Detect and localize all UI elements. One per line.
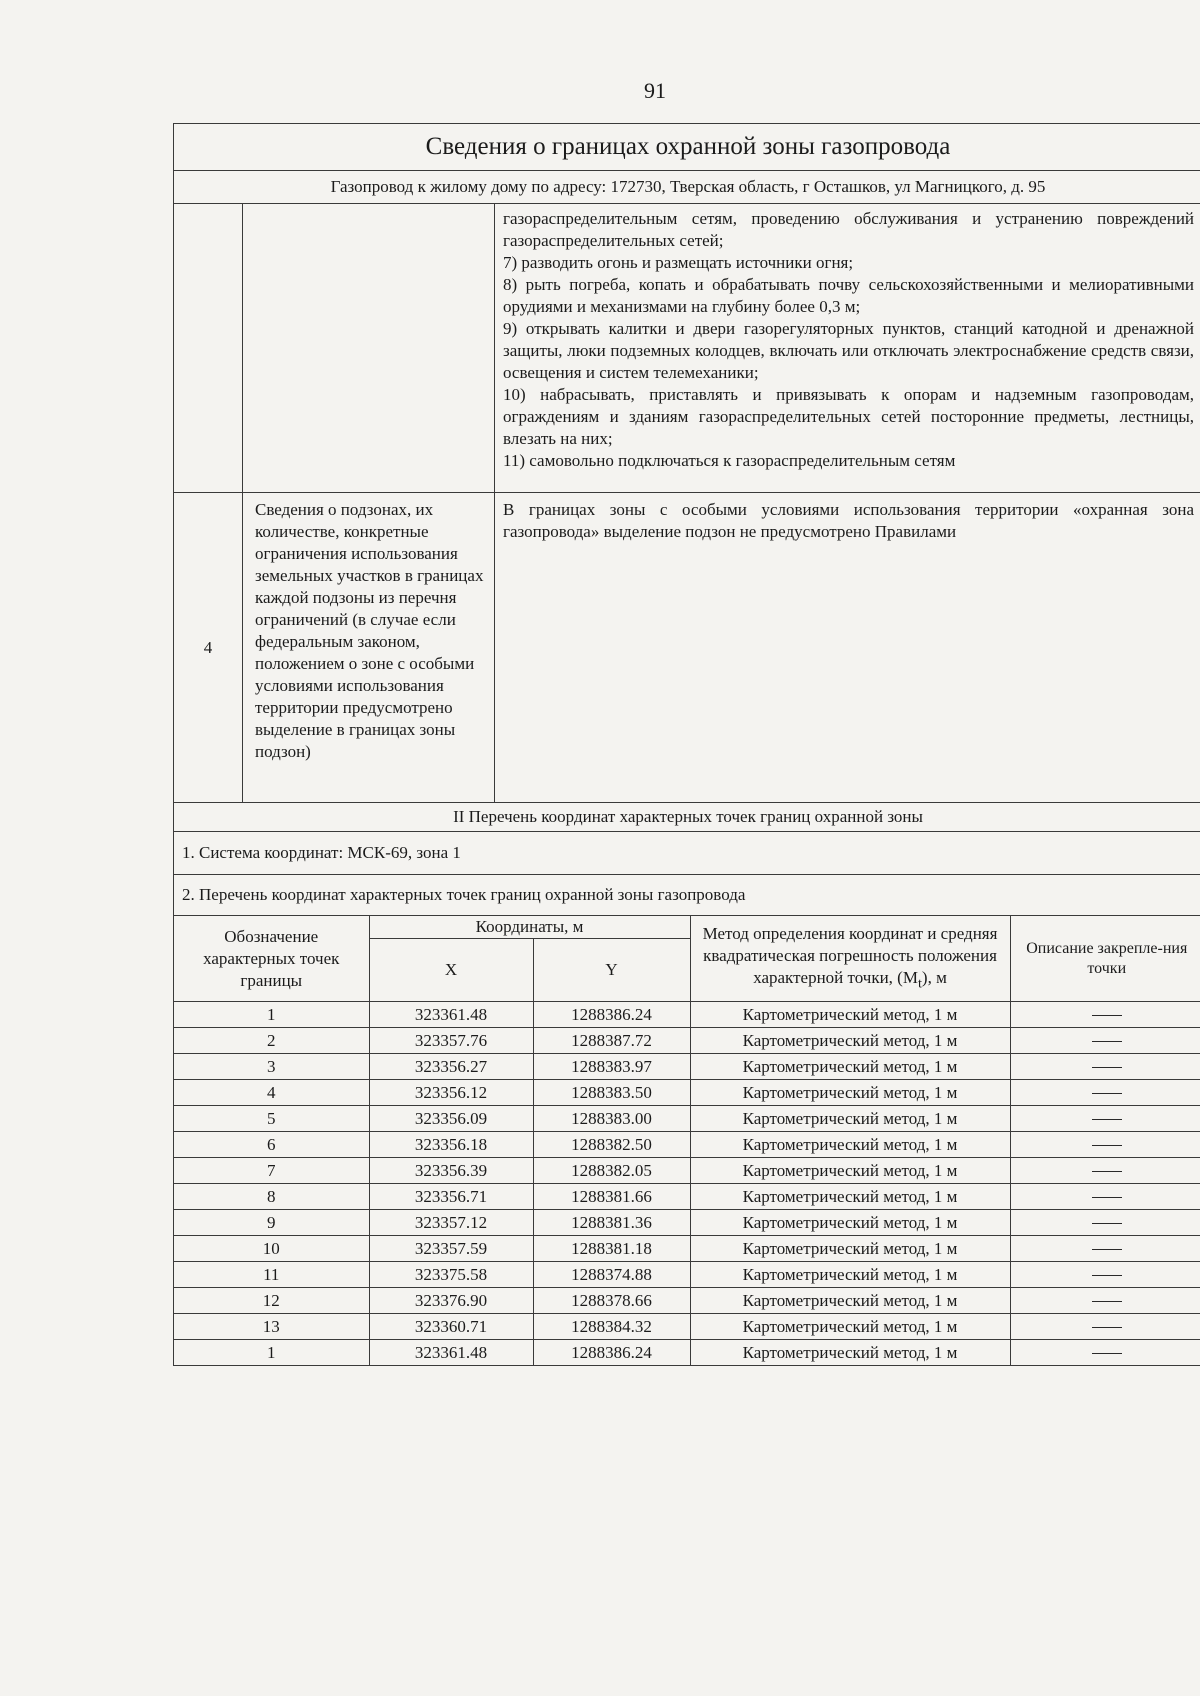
coordinate-list-heading: 2. Перечень координат характерных точек границ охранной зоны газопровода bbox=[174, 875, 1200, 916]
point-id-cell: 4 bbox=[174, 1080, 369, 1106]
table-row bbox=[174, 1002, 1200, 1028]
dash-icon bbox=[1092, 1041, 1122, 1042]
page-number: 91 bbox=[644, 78, 666, 103]
coordinate-rows bbox=[174, 1002, 1200, 1366]
x-coordinate-cell: 323356.18 bbox=[369, 1132, 533, 1158]
y-coordinate-cell: 1288383.97 bbox=[533, 1054, 690, 1080]
method-cell: Картометрический метод, 1 м bbox=[690, 1106, 1010, 1132]
description-cell bbox=[1010, 1262, 1200, 1288]
zone-info-table bbox=[173, 123, 1200, 1366]
description-cell bbox=[1010, 1002, 1200, 1028]
header-method-prefix: Метод определения координат и средняя квадратическая погрешность положения характерной точки, (M bbox=[702, 923, 998, 987]
header-point-designation: Обозначение характерных точек границы bbox=[174, 916, 369, 1002]
restriction-item: 9) открывать калитки и двери газорегуляторных пунктов, станций катодной и дренажной защиты, люки подземных колодцев, включать или отключать электроснабжение средств связи, освещения и систем телемеханики; bbox=[503, 319, 1195, 382]
section-2-heading: II Перечень координат характерных точек границ охранной зоны bbox=[174, 803, 1200, 832]
x-coordinate-cell: 323356.27 bbox=[369, 1054, 533, 1080]
description-cell bbox=[1010, 1080, 1200, 1106]
coordinates-table bbox=[174, 916, 1200, 1365]
method-cell: Картометрический метод, 1 м bbox=[690, 1028, 1010, 1054]
header-coordinates: Координаты, м bbox=[369, 916, 690, 939]
method-cell: Картометрический метод, 1 м bbox=[690, 1158, 1010, 1184]
x-coordinate-cell: 323375.58 bbox=[369, 1262, 533, 1288]
dash-icon bbox=[1092, 1145, 1122, 1146]
coordinate-system: 1. Система координат: МСК-69, зона 1 bbox=[174, 832, 1200, 875]
subzone-info-label: Сведения о подзонах, их количестве, конкретные ограничения использования земельных участков в границах каждой подзоны из перечня ограничений (в случае если федеральным законом, положением о зоне с особыми условиями использования территории предусмотрено выделение в границах зоны подзон) bbox=[243, 493, 495, 803]
row-number: 4 bbox=[174, 493, 243, 803]
point-id-cell: 11 bbox=[174, 1262, 369, 1288]
x-coordinate-cell: 323357.59 bbox=[369, 1236, 533, 1262]
y-coordinate-cell: 1288386.24 bbox=[533, 1340, 690, 1366]
table-row bbox=[174, 1132, 1200, 1158]
subzone-info-text bbox=[495, 493, 1200, 803]
table-row bbox=[174, 1288, 1200, 1314]
restriction-item: 10) набрасывать, приставлять и привязывать к опорам и надземным газопроводам, ограждениям и зданиям газораспределительных сетей посторонние предметы, лестницы, влезать на них; bbox=[503, 385, 1195, 448]
method-cell: Картометрический метод, 1 м bbox=[690, 1288, 1010, 1314]
dash-icon bbox=[1092, 1301, 1122, 1302]
x-coordinate-cell: 323376.90 bbox=[369, 1288, 533, 1314]
coordinate-table-container bbox=[174, 916, 1200, 1366]
table-row bbox=[174, 1080, 1200, 1106]
method-cell: Картометрический метод, 1 м bbox=[690, 1314, 1010, 1340]
dash-icon bbox=[1092, 1093, 1122, 1094]
method-cell: Картометрический метод, 1 м bbox=[690, 1184, 1010, 1210]
y-coordinate-cell: 1288386.24 bbox=[533, 1002, 690, 1028]
point-id-cell: 12 bbox=[174, 1288, 369, 1314]
description-cell bbox=[1010, 1236, 1200, 1262]
header-method-subscript: t bbox=[917, 975, 922, 992]
restriction-item: 11) самовольно подключаться к газораспределительным сетям bbox=[503, 451, 956, 470]
y-coordinate-cell: 1288374.88 bbox=[533, 1262, 690, 1288]
description-cell bbox=[1010, 1184, 1200, 1210]
description-cell bbox=[1010, 1106, 1200, 1132]
dash-icon bbox=[1092, 1015, 1122, 1016]
table-row bbox=[174, 1314, 1200, 1340]
point-id-cell: 10 bbox=[174, 1236, 369, 1262]
dash-icon bbox=[1092, 1249, 1122, 1250]
y-coordinate-cell: 1288381.66 bbox=[533, 1184, 690, 1210]
x-coordinate-cell: 323356.09 bbox=[369, 1106, 533, 1132]
description-cell bbox=[1010, 1054, 1200, 1080]
row-number-cell-empty bbox=[174, 204, 243, 493]
table-row bbox=[174, 1054, 1200, 1080]
table-row bbox=[174, 1262, 1200, 1288]
point-id-cell: 5 bbox=[174, 1106, 369, 1132]
header-y: Y bbox=[533, 939, 690, 1002]
row-label-cell-empty bbox=[243, 204, 495, 493]
table-row bbox=[174, 1236, 1200, 1262]
dash-icon bbox=[1092, 1327, 1122, 1328]
x-coordinate-cell: 323356.12 bbox=[369, 1080, 533, 1106]
point-id-cell: 7 bbox=[174, 1158, 369, 1184]
table-row bbox=[174, 1340, 1200, 1366]
x-coordinate-cell: 323356.39 bbox=[369, 1158, 533, 1184]
y-coordinate-cell: 1288387.72 bbox=[533, 1028, 690, 1054]
description-cell bbox=[1010, 1314, 1200, 1340]
point-id-cell: 1 bbox=[174, 1340, 369, 1366]
y-coordinate-cell: 1288384.32 bbox=[533, 1314, 690, 1340]
x-coordinate-cell: 323357.12 bbox=[369, 1210, 533, 1236]
table-row bbox=[174, 1158, 1200, 1184]
y-coordinate-cell: 1288383.00 bbox=[533, 1106, 690, 1132]
x-coordinate-cell: 323361.48 bbox=[369, 1002, 533, 1028]
dash-icon bbox=[1092, 1223, 1122, 1224]
method-cell: Картометрический метод, 1 м bbox=[690, 1080, 1010, 1106]
dash-icon bbox=[1092, 1119, 1122, 1120]
restriction-item: 8) рыть погреба, копать и обрабатывать почву сельскохозяйственными и мелиоративными орудиями и механизмами на глубину более 0,3 м; bbox=[503, 275, 1195, 316]
method-cell: Картометрический метод, 1 м bbox=[690, 1236, 1010, 1262]
x-coordinate-cell: 323356.71 bbox=[369, 1184, 533, 1210]
method-cell: Картометрический метод, 1 м bbox=[690, 1054, 1010, 1080]
y-coordinate-cell: 1288382.05 bbox=[533, 1158, 690, 1184]
point-id-cell: 3 bbox=[174, 1054, 369, 1080]
method-cell: Картометрический метод, 1 м bbox=[690, 1340, 1010, 1366]
point-id-cell: 6 bbox=[174, 1132, 369, 1158]
method-cell: Картометрический метод, 1 м bbox=[690, 1132, 1010, 1158]
x-coordinate-cell: 323357.76 bbox=[369, 1028, 533, 1054]
restriction-item: 7) разводить огонь и размещать источники огня; bbox=[503, 253, 854, 272]
y-coordinate-cell: 1288378.66 bbox=[533, 1288, 690, 1314]
table-row bbox=[174, 1106, 1200, 1132]
y-coordinate-cell: 1288381.36 bbox=[533, 1210, 690, 1236]
dash-icon bbox=[1092, 1353, 1122, 1354]
description-cell bbox=[1010, 1288, 1200, 1314]
document-title: Сведения о границах охранной зоны газопровода bbox=[174, 124, 1200, 171]
header-x: X bbox=[369, 939, 533, 1002]
description-cell bbox=[1010, 1340, 1200, 1366]
table-row bbox=[174, 1210, 1200, 1236]
point-id-cell: 9 bbox=[174, 1210, 369, 1236]
method-cell: Картометрический метод, 1 м bbox=[690, 1210, 1010, 1236]
y-coordinate-cell: 1288383.50 bbox=[533, 1080, 690, 1106]
point-id-cell: 8 bbox=[174, 1184, 369, 1210]
description-cell bbox=[1010, 1210, 1200, 1236]
point-id-cell: 2 bbox=[174, 1028, 369, 1054]
x-coordinate-cell: 323360.71 bbox=[369, 1314, 533, 1340]
dash-icon bbox=[1092, 1067, 1122, 1068]
table-row bbox=[174, 1028, 1200, 1054]
x-coordinate-cell: 323361.48 bbox=[369, 1340, 533, 1366]
subzone-info-value: В границах зоны с особыми условиями использования территории «охранная зона газопровода» выделение подзон не предусмотрено Правилами bbox=[503, 500, 1195, 541]
y-coordinate-cell: 1288382.50 bbox=[533, 1132, 690, 1158]
method-cell: Картометрический метод, 1 м bbox=[690, 1002, 1010, 1028]
y-coordinate-cell: 1288381.18 bbox=[533, 1236, 690, 1262]
restrictions-continued bbox=[495, 204, 1200, 493]
dash-icon bbox=[1092, 1197, 1122, 1198]
method-cell: Картометрический метод, 1 м bbox=[690, 1262, 1010, 1288]
header-method bbox=[690, 916, 1010, 1002]
description-cell bbox=[1010, 1028, 1200, 1054]
restriction-item: газораспределительным сетям, проведению обслуживания и устранению повреждений газораспределительных сетей; bbox=[503, 209, 1195, 250]
dash-icon bbox=[1092, 1171, 1122, 1172]
point-id-cell: 1 bbox=[174, 1002, 369, 1028]
point-id-cell: 13 bbox=[174, 1314, 369, 1340]
header-method-suffix: ), м bbox=[921, 967, 947, 987]
gas-pipeline-address: Газопровод к жилому дому по адресу: 172730, Тверская область, г Осташков, ул Магницкого, д. 95 bbox=[174, 171, 1200, 204]
header-point-description: Описание закрепле-ния точки bbox=[1010, 916, 1200, 1002]
description-cell bbox=[1010, 1132, 1200, 1158]
table-row bbox=[174, 1184, 1200, 1210]
dash-icon bbox=[1092, 1275, 1122, 1276]
description-cell bbox=[1010, 1158, 1200, 1184]
